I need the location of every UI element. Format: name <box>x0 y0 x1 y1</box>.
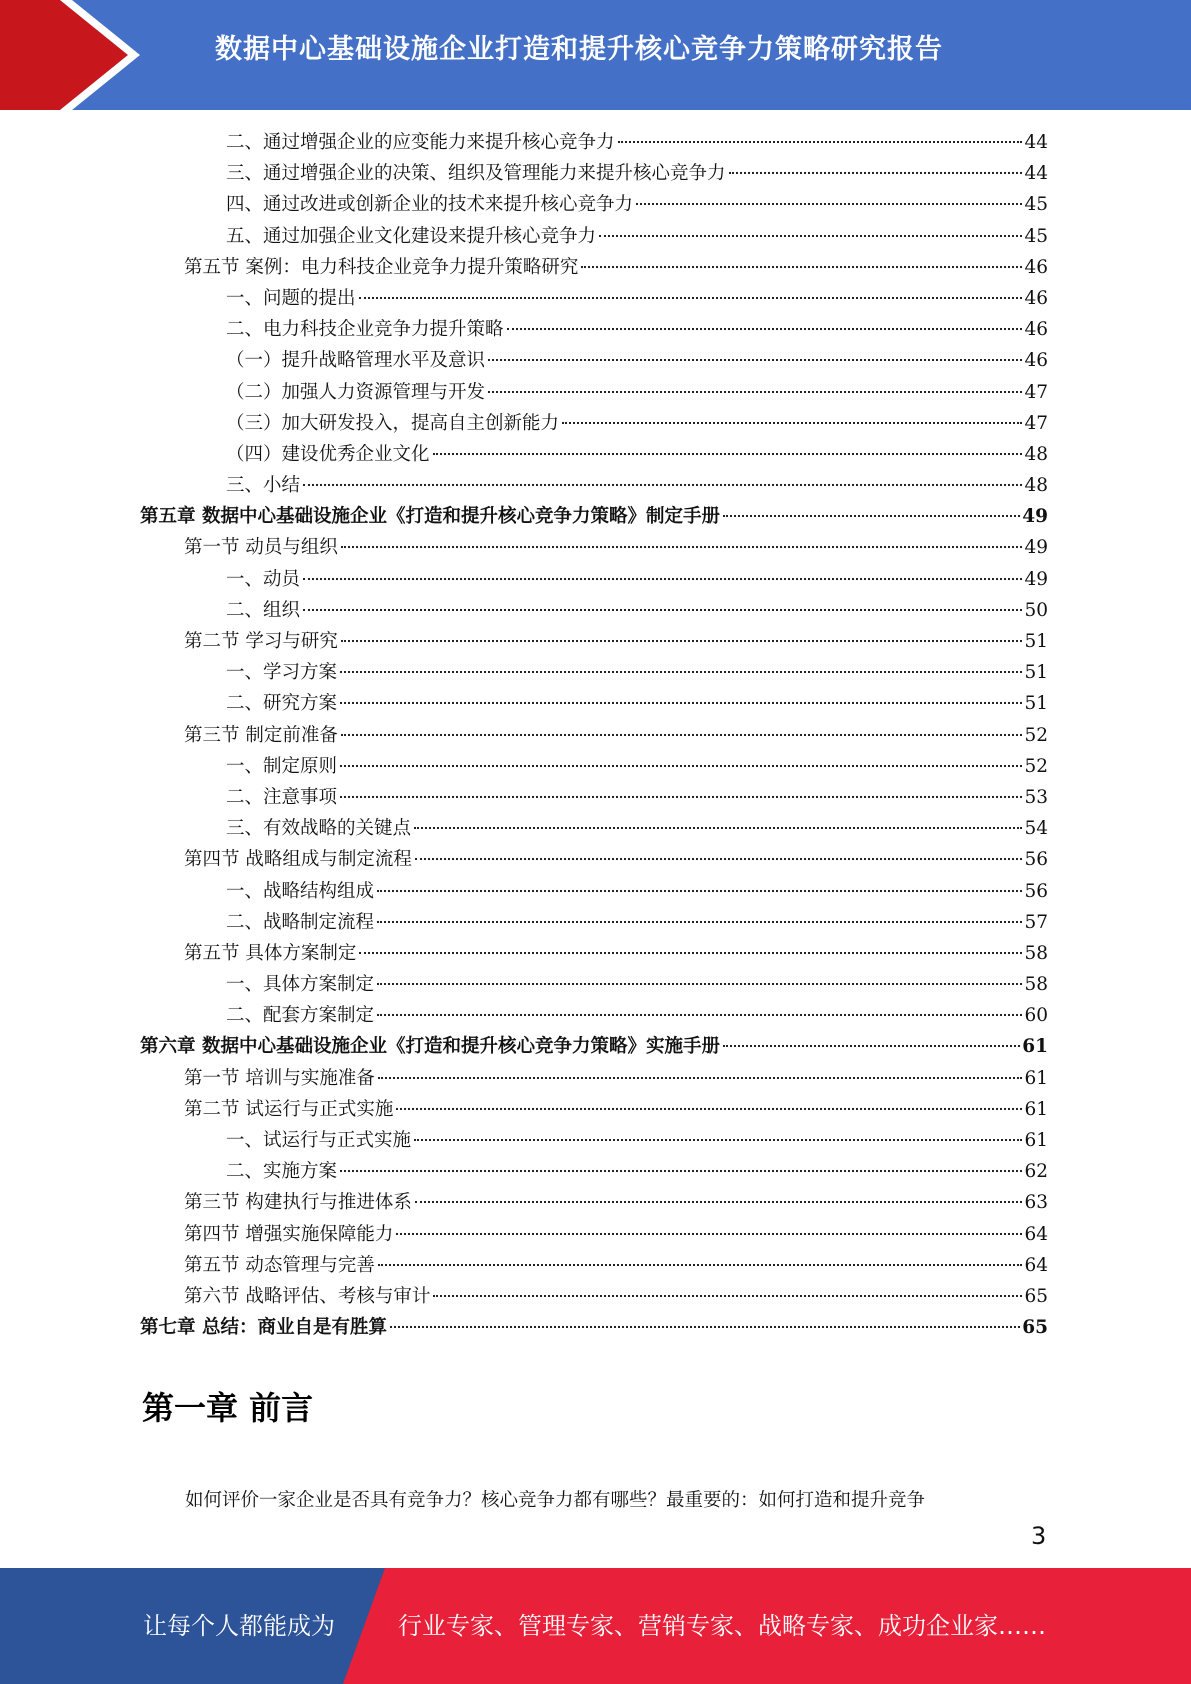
toc-dot-leader <box>488 359 1022 361</box>
toc-entry-label: （四）建设优秀企业文化 <box>226 443 430 465</box>
toc-dot-leader <box>341 640 1023 642</box>
toc-dot-leader <box>729 172 1023 174</box>
toc-dot-leader <box>378 1264 1023 1266</box>
toc-dot-leader <box>303 609 1022 611</box>
toc-entry[interactable] <box>140 127 1048 158</box>
toc-entry[interactable] <box>140 439 1048 470</box>
toc-entry-label: 三、有效战略的关键点 <box>226 818 412 840</box>
page-footer <box>0 1568 1191 1684</box>
toc-entry-page: 46 <box>1024 319 1048 341</box>
toc-entry[interactable] <box>140 813 1048 844</box>
toc-entry-page: 48 <box>1024 475 1048 497</box>
toc-dot-leader <box>340 796 1022 798</box>
toc-entry[interactable] <box>140 720 1048 751</box>
page-header <box>0 0 1191 110</box>
toc-entry[interactable] <box>140 189 1048 220</box>
toc-entry-page: 58 <box>1024 974 1048 996</box>
toc-dot-leader <box>415 1201 1023 1203</box>
table-of-contents <box>140 127 1048 1343</box>
toc-entry-page: 53 <box>1024 786 1048 808</box>
toc-entry-page: 52 <box>1024 724 1048 746</box>
toc-entry[interactable] <box>140 501 1048 532</box>
toc-dot-leader <box>340 702 1022 704</box>
toc-entry[interactable] <box>140 844 1048 875</box>
toc-entry-page: 44 <box>1024 132 1048 153</box>
page-number: 3 <box>1031 1522 1047 1550</box>
toc-entry[interactable] <box>140 688 1048 719</box>
toc-entry-page: 46 <box>1024 256 1048 278</box>
toc-entry[interactable] <box>140 1281 1048 1312</box>
toc-entry-page: 45 <box>1024 225 1048 247</box>
toc-entry[interactable] <box>140 1094 1048 1125</box>
toc-entry-label: 二、实施方案 <box>226 1161 338 1183</box>
toc-dot-leader <box>341 546 1023 548</box>
toc-entry[interactable] <box>140 1187 1048 1218</box>
toc-dot-leader <box>359 952 1022 954</box>
toc-entry-page: 56 <box>1024 849 1048 871</box>
toc-dot-leader <box>340 671 1022 673</box>
toc-dot-leader <box>723 515 1020 517</box>
toc-entry-label: 一、问题的提出 <box>226 287 356 309</box>
toc-entry[interactable] <box>140 751 1048 782</box>
toc-entry-page: 52 <box>1024 755 1048 777</box>
toc-dot-leader <box>341 734 1023 736</box>
toc-entry[interactable] <box>140 969 1048 1000</box>
toc-entry-page: 51 <box>1024 662 1048 684</box>
toc-entry-label: 第五章 数据中心基础设施企业《打造和提升核心竞争力策略》制定手册 <box>140 506 720 528</box>
toc-dot-leader <box>390 1326 1020 1328</box>
toc-entry-label: 一、学习方案 <box>226 662 338 684</box>
toc-entry[interactable] <box>140 470 1048 501</box>
toc-entry[interactable] <box>140 1000 1048 1031</box>
toc-entry[interactable] <box>140 938 1048 969</box>
toc-entry[interactable] <box>140 564 1048 595</box>
toc-dot-leader <box>414 1139 1022 1141</box>
toc-entry-page: 64 <box>1024 1254 1048 1276</box>
toc-entry-label: 二、电力科技企业竞争力提升策略 <box>226 319 504 341</box>
toc-dot-leader <box>488 391 1022 393</box>
toc-entry-label: 第三节 构建执行与推进体系 <box>184 1192 412 1214</box>
toc-entry-page: 50 <box>1024 599 1048 621</box>
toc-dot-leader <box>636 203 1022 205</box>
toc-entry[interactable] <box>140 1156 1048 1187</box>
toc-entry-page: 61 <box>1024 1067 1048 1089</box>
toc-entry-page: 61 <box>1022 1036 1048 1058</box>
footer-slogan-left: 让每个人都能成为 <box>143 1612 335 1640</box>
toc-entry-page: 45 <box>1024 194 1048 216</box>
toc-entry[interactable] <box>140 1063 1048 1094</box>
toc-entry-label: 一、试运行与正式实施 <box>226 1130 412 1151</box>
toc-entry-page: 62 <box>1024 1161 1048 1183</box>
toc-entry-label: 第二节 学习与研究 <box>184 631 338 652</box>
toc-entry-label: 三、小结 <box>226 475 301 497</box>
toc-dot-leader <box>618 141 1023 143</box>
toc-entry[interactable] <box>140 377 1048 408</box>
toc-entry[interactable] <box>140 532 1048 563</box>
toc-entry-label: 一、具体方案制定 <box>226 974 375 996</box>
toc-entry[interactable] <box>140 408 1048 439</box>
toc-dot-leader <box>723 1045 1020 1047</box>
toc-entry[interactable] <box>140 345 1048 376</box>
toc-entry-page: 47 <box>1024 412 1048 434</box>
toc-entry-label: 第二节 试运行与正式实施 <box>184 1098 394 1120</box>
toc-entry[interactable] <box>140 626 1048 657</box>
toc-dot-leader <box>562 422 1022 424</box>
toc-entry-page: 46 <box>1024 350 1048 372</box>
toc-entry-page: 65 <box>1024 1285 1048 1307</box>
toc-entry[interactable] <box>140 782 1048 813</box>
toc-entry[interactable] <box>140 657 1048 688</box>
toc-entry-label: 第四节 增强实施保障能力 <box>184 1223 394 1245</box>
toc-entry-page: 61 <box>1024 1098 1048 1120</box>
toc-dot-leader <box>433 453 1023 455</box>
toc-entry[interactable] <box>140 907 1048 938</box>
toc-dot-leader <box>414 827 1022 829</box>
toc-entry[interactable] <box>140 283 1048 314</box>
toc-entry[interactable] <box>140 1125 1048 1156</box>
toc-entry[interactable] <box>140 595 1048 626</box>
toc-entry-label: 第一节 培训与实施准备 <box>184 1067 375 1089</box>
toc-dot-leader <box>340 1170 1022 1172</box>
toc-entry-label: 一、制定原则 <box>226 755 338 777</box>
toc-entry-page: 49 <box>1022 506 1048 528</box>
toc-dot-leader <box>396 1233 1022 1235</box>
toc-entry-label: 三、通过增强企业的决策、组织及管理能力来提升核心竞争力 <box>226 163 726 185</box>
toc-entry-page: 64 <box>1024 1223 1048 1245</box>
toc-entry-label: 五、通过加强企业文化建设来提升核心竞争力 <box>226 225 597 247</box>
toc-entry-page: 65 <box>1022 1317 1048 1339</box>
toc-entry-page: 49 <box>1024 537 1048 559</box>
toc-dot-leader <box>396 1108 1022 1110</box>
toc-entry-label: 第三节 制定前准备 <box>184 724 338 746</box>
toc-entry[interactable] <box>140 1031 1048 1062</box>
toc-dot-leader <box>377 1014 1022 1016</box>
toc-entry-label: （三）加大研发投入，提高自主创新能力 <box>226 412 560 434</box>
toc-entry-page: 44 <box>1024 163 1048 185</box>
toc-entry[interactable] <box>140 221 1048 252</box>
toc-entry[interactable] <box>140 158 1048 189</box>
toc-dot-leader <box>377 921 1022 923</box>
toc-entry-label: （一）提升战略管理水平及意识 <box>226 350 486 372</box>
toc-dot-leader <box>415 858 1023 860</box>
toc-entry-label: 第五节 案例：电力科技企业竞争力提升策略研究 <box>184 256 579 278</box>
toc-entry-label: 第一节 动员与组织 <box>184 537 338 559</box>
toc-entry-page: 46 <box>1024 287 1048 309</box>
toc-dot-leader <box>581 266 1022 268</box>
toc-entry-label: （二）加强人力资源管理与开发 <box>226 381 486 403</box>
toc-entry-label: 二、注意事项 <box>226 786 338 808</box>
toc-entry-page: 56 <box>1024 880 1048 902</box>
toc-entry-page: 57 <box>1024 911 1048 933</box>
toc-entry-label: 第七章 总结：商业自是有胜算 <box>140 1317 387 1339</box>
toc-entry-label: 第五节 具体方案制定 <box>184 942 357 964</box>
toc-dot-leader <box>433 1295 1022 1297</box>
toc-dot-leader <box>303 578 1022 580</box>
toc-entry-page: 47 <box>1024 381 1048 403</box>
toc-entry-page: 51 <box>1024 693 1048 715</box>
toc-entry-page: 58 <box>1024 942 1048 964</box>
toc-entry-label: 四、通过改进或创新企业的技术来提升核心竞争力 <box>226 194 634 216</box>
toc-entry-label: 二、通过增强企业的应变能力来提升核心竞争力 <box>226 132 615 153</box>
toc-entry[interactable] <box>140 252 1048 283</box>
body-paragraph: 如何评价一家企业是否具有竞争力？核心竞争力都有哪些？最重要的：如何打造和提升竞争 <box>185 1490 926 1511</box>
toc-entry-page: 63 <box>1024 1192 1048 1214</box>
toc-entry-page: 60 <box>1024 1005 1048 1027</box>
toc-entry-label: 第六章 数据中心基础设施企业《打造和提升核心竞争力策略》实施手册 <box>140 1036 720 1058</box>
footer-slogan-right: 行业专家、管理专家、营销专家、战略专家、成功企业家…… <box>398 1612 1046 1640</box>
toc-dot-leader <box>599 235 1022 237</box>
toc-entry-label: 第五节 动态管理与完善 <box>184 1254 375 1276</box>
toc-entry-label: 一、战略结构组成 <box>226 880 375 902</box>
toc-entry-label: 二、组织 <box>226 599 301 621</box>
toc-dot-leader <box>303 484 1022 486</box>
toc-entry-page: 49 <box>1024 568 1048 590</box>
toc-entry[interactable] <box>140 314 1048 345</box>
toc-entry-label: 一、动员 <box>226 568 301 590</box>
header-title: 数据中心基础设施企业打造和提升核心竞争力策略研究报告 <box>215 34 943 65</box>
toc-entry-label: 二、研究方案 <box>226 693 338 715</box>
toc-entry-page: 54 <box>1024 818 1048 840</box>
toc-entry[interactable] <box>140 1312 1048 1343</box>
toc-entry-label: 第六节 战略评估、考核与审计 <box>184 1285 431 1307</box>
toc-entry[interactable] <box>140 1219 1048 1250</box>
toc-entry[interactable] <box>140 876 1048 907</box>
toc-entry-label: 二、战略制定流程 <box>226 911 375 933</box>
toc-entry[interactable] <box>140 1250 1048 1281</box>
chapter-title: 第一章 前言 <box>142 1389 314 1427</box>
toc-dot-leader <box>507 328 1023 330</box>
toc-entry-label: 二、配套方案制定 <box>226 1005 375 1027</box>
toc-dot-leader <box>340 765 1022 767</box>
toc-entry-page: 48 <box>1024 443 1048 465</box>
toc-entry-label: 第四节 战略组成与制定流程 <box>184 849 412 871</box>
toc-entry-page: 61 <box>1024 1130 1048 1151</box>
toc-dot-leader <box>359 297 1023 299</box>
toc-dot-leader <box>378 1077 1023 1079</box>
toc-entry-page: 51 <box>1024 631 1048 652</box>
header-chevron-graphic <box>0 0 160 110</box>
toc-dot-leader <box>377 983 1022 985</box>
toc-dot-leader <box>377 890 1022 892</box>
